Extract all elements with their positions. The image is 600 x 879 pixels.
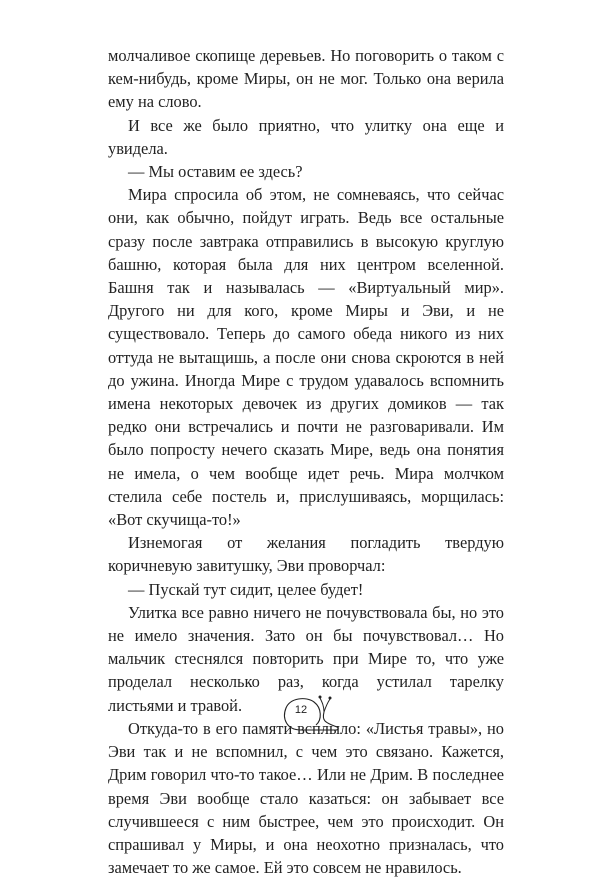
body-text	[108, 44, 504, 879]
page-number-folio	[276, 688, 346, 734]
paragraph: Мира спросила об этом, не сомневаясь, что сейчас они, как обычно, пойдут играть. Ведь все остальные сразу после завтрака отправились в высокую круглую башню, которая была для них центром вселенной. Башня так и называлась — «Виртуальный мир». Другого ни для кого, кроме Миры и Эви, и не существовало. Теперь до самого обеда никого из них оттуда не вытащишь, а после они снова скроются в ней до ужина. Иногда Мире с трудом удавалось вспомнить имена некоторых девочек из других домиков — так редко они встречались и почти не разговаривали. Им было попросту нечего сказать Мире, ведь она понятия не имела, о чем вообще идет речь. Мира молчком стелила себе постель и, прислушиваясь, морщилась: «Вот скучища-то!»	[108, 185, 504, 530]
page-number: 12	[294, 704, 308, 716]
paragraph: — Мы оставим ее здесь?	[128, 162, 303, 182]
paragraph: Улитка все равно ничего не почувствовала бы, но это не имело значения. Зато он бы почувствовал… Но мальчик стеснялся повторить при Мире то, что уже проделал несколько раз, когда устилал тарелку листьями и травой.	[108, 602, 504, 715]
paragraph: Изнемогая от желания погладить твердую коричневую завитушку, Эви проворчал:	[108, 533, 504, 576]
paragraph: молчаливое скопище деревьев. Но поговорить о таком с кем-нибудь, кроме Миры, он не мог. Только она верила ему на слово.	[108, 46, 504, 112]
paragraph: И все же было приятно, что улитку она еще и увидела.	[108, 115, 504, 158]
paragraph: Откуда-то в его памяти всплыло: «Листья травы», но Эви так и не вспомнил, с чем это связано. Кажется, Дрим говорил что-то такое… Или не Дрим. В последнее время Эви вообще стало казаться: он забывает все случившееся с ним быстрее, чем это происходит. Он спрашивал у Миры, и она неохотно призналась, что замечает то же самое. Ей это совсем не нравилось.	[108, 718, 504, 878]
paragraph: — Пускай тут сидит, целее будет!	[128, 579, 364, 599]
